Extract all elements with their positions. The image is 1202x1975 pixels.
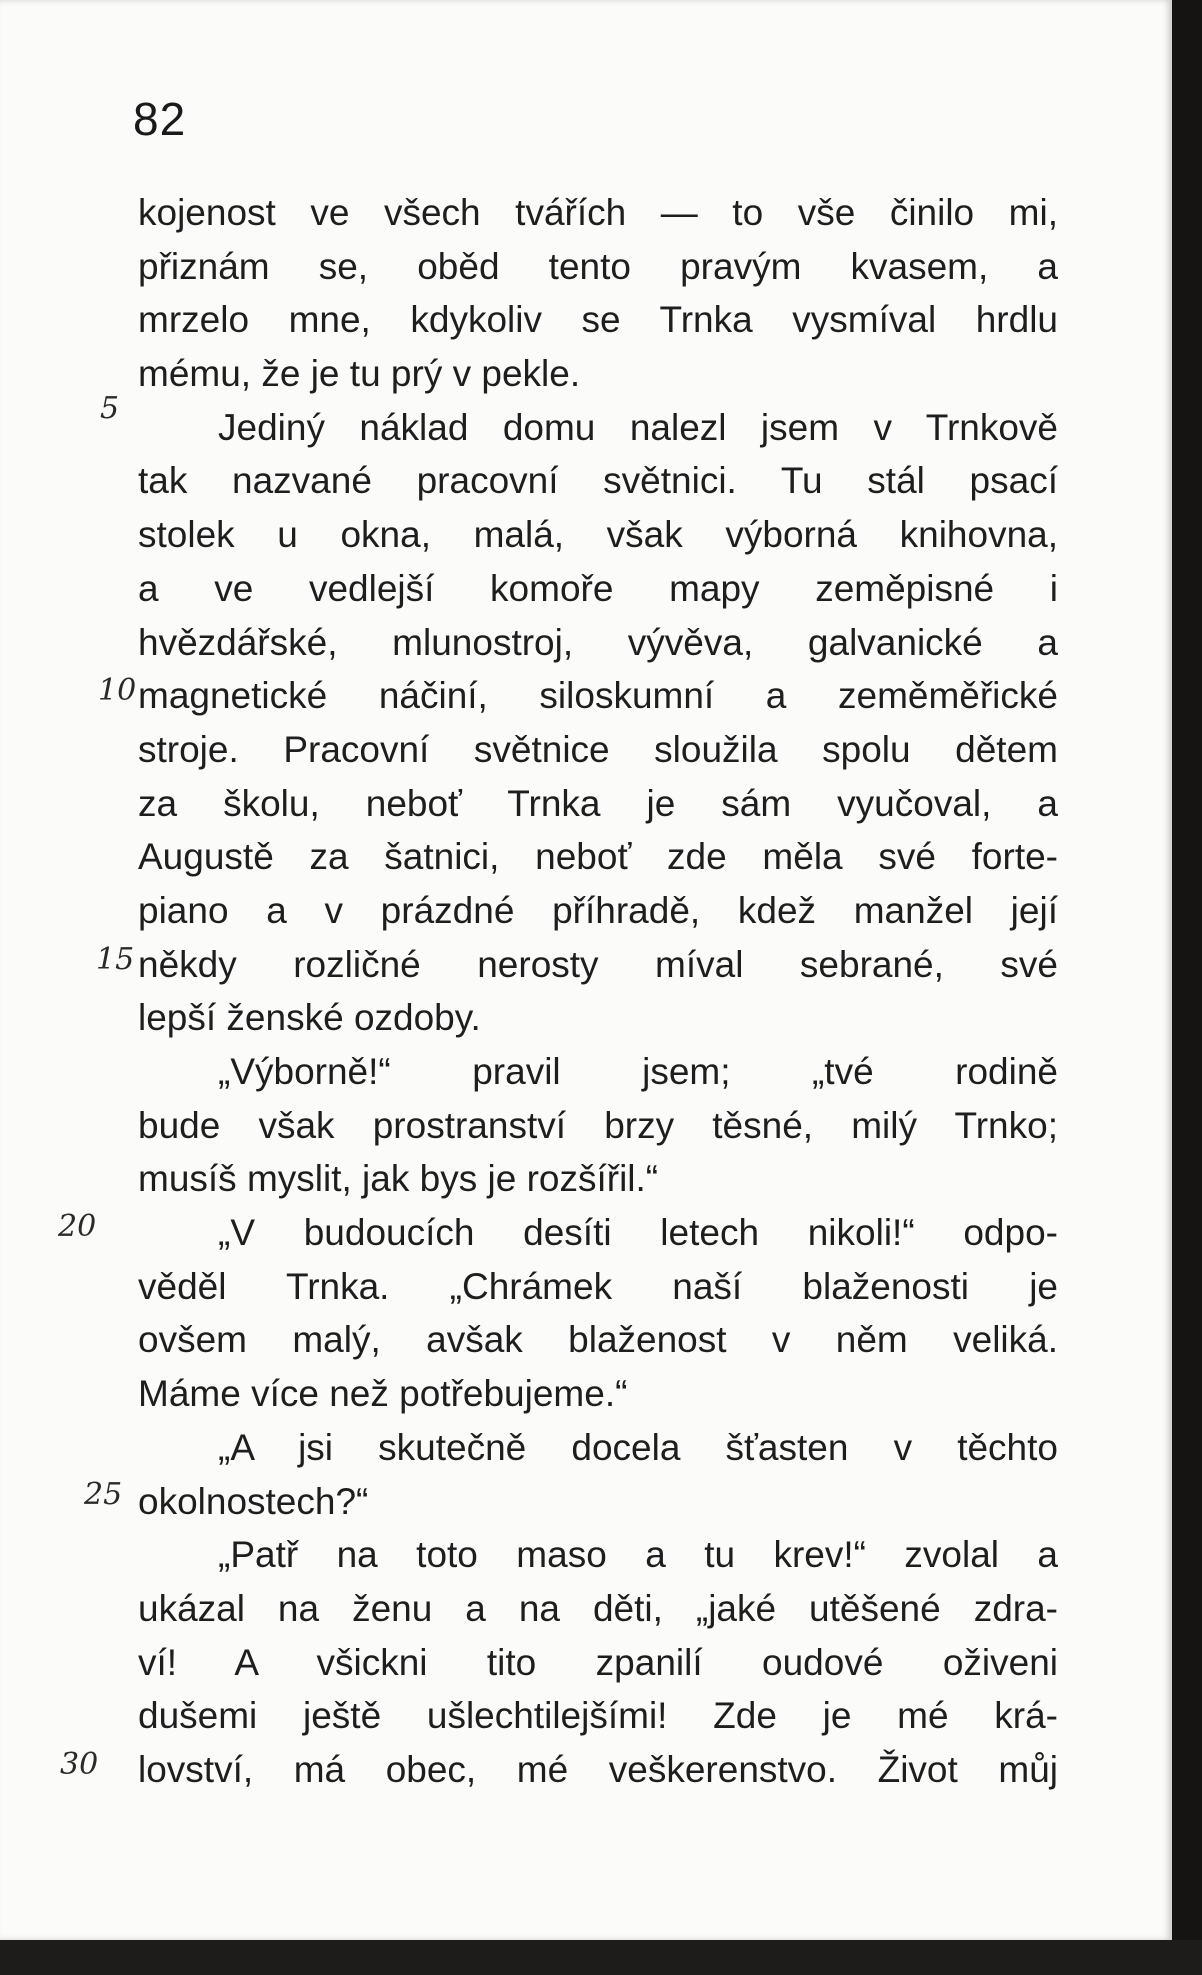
scan-right-edge	[1172, 0, 1202, 1975]
text-line: stolek u okna, malá, však výborná knihovna,	[138, 514, 1058, 556]
text-line: lovství, má obec, mé veškerenstvo. Život můj	[138, 1748, 1058, 1790]
text-line: Augustě za šatnici, neboť zde měla své forte-	[138, 836, 1058, 878]
text-line: věděl Trnka. „Chrámek naší blaženosti je	[138, 1265, 1058, 1307]
text-line: kojenost ve všech tvářích — to vše činilo mi,	[138, 192, 1058, 233]
text-line: někdy rozličné nerosty míval sebrané, své	[138, 943, 1058, 985]
text-line: hvězdářské, mlunostroj, vývěva, galvanické a	[138, 621, 1058, 663]
scan-bottom-edge	[0, 1940, 1202, 1975]
page-body-text	[138, 186, 1058, 1797]
margin-line-mark-25: 25	[84, 1477, 123, 1512]
text-line: ukázal na ženu a na děti, „jaké utěšené zdra-	[138, 1587, 1058, 1629]
margin-line-mark-5: 5	[100, 391, 120, 426]
text-line: Máme více než potřebujeme.“	[138, 1373, 628, 1415]
margin-line-mark-15: 15	[96, 942, 135, 977]
text-line: lepší ženské ozdoby.	[138, 997, 481, 1039]
text-line: bude však prostranství brzy těsné, milý Trnko;	[138, 1104, 1058, 1146]
text-line: stroje. Pracovní světnice sloužila spolu dětem	[138, 728, 1058, 770]
text-line: mému, že je tu prý v pekle.	[138, 353, 581, 395]
margin-line-mark-30: 30	[60, 1747, 99, 1782]
text-line: Jediný náklad domu nalezl jsem v Trnkově	[218, 406, 1058, 448]
text-line: „V budoucích desíti letech nikoli!“ odpo-	[218, 1212, 1058, 1254]
text-line: piano a v prázdné příhradě, kdež manžel její	[138, 889, 1058, 931]
text-line: mrzelo mne, kdykoliv se Trnka vysmíval hrdlu	[138, 299, 1058, 341]
text-line: za školu, neboť Trnka je sám vyučoval, a	[138, 782, 1058, 824]
text-line: „Výborně!“ pravil jsem; „tvé rodině	[218, 1051, 1058, 1092]
text-line: ví! A všickni tito zpanilí oudové oživeni	[138, 1641, 1058, 1683]
margin-line-mark-10: 10	[98, 673, 137, 708]
page-number: 82	[133, 93, 187, 145]
text-line: „A jsi skutečně docela šťasten v těchto	[218, 1426, 1058, 1468]
margin-line-mark-20: 20	[58, 1209, 97, 1244]
text-line: dušemi ještě ušlechtilejšími! Zde je mé krá-	[138, 1695, 1058, 1737]
text-line: a ve vedlejší komoře mapy zeměpisné i	[138, 567, 1058, 609]
text-line: přiznám se, oběd tento pravým kvasem, a	[138, 245, 1058, 287]
text-line: magnetické náčiní, siloskumní a zeměměřické	[138, 675, 1058, 717]
text-line: „Patř na toto maso a tu krev!“ zvolal a	[218, 1534, 1058, 1576]
text-line: ovšem malý, avšak blaženost v něm veliká.	[138, 1319, 1058, 1361]
text-line: musíš myslit, jak bys je rozšířil.“	[138, 1158, 659, 1200]
text-line: okolnostech?“	[138, 1480, 369, 1522]
text-line: tak nazvané pracovní světnici. Tu stál psací	[138, 460, 1058, 502]
